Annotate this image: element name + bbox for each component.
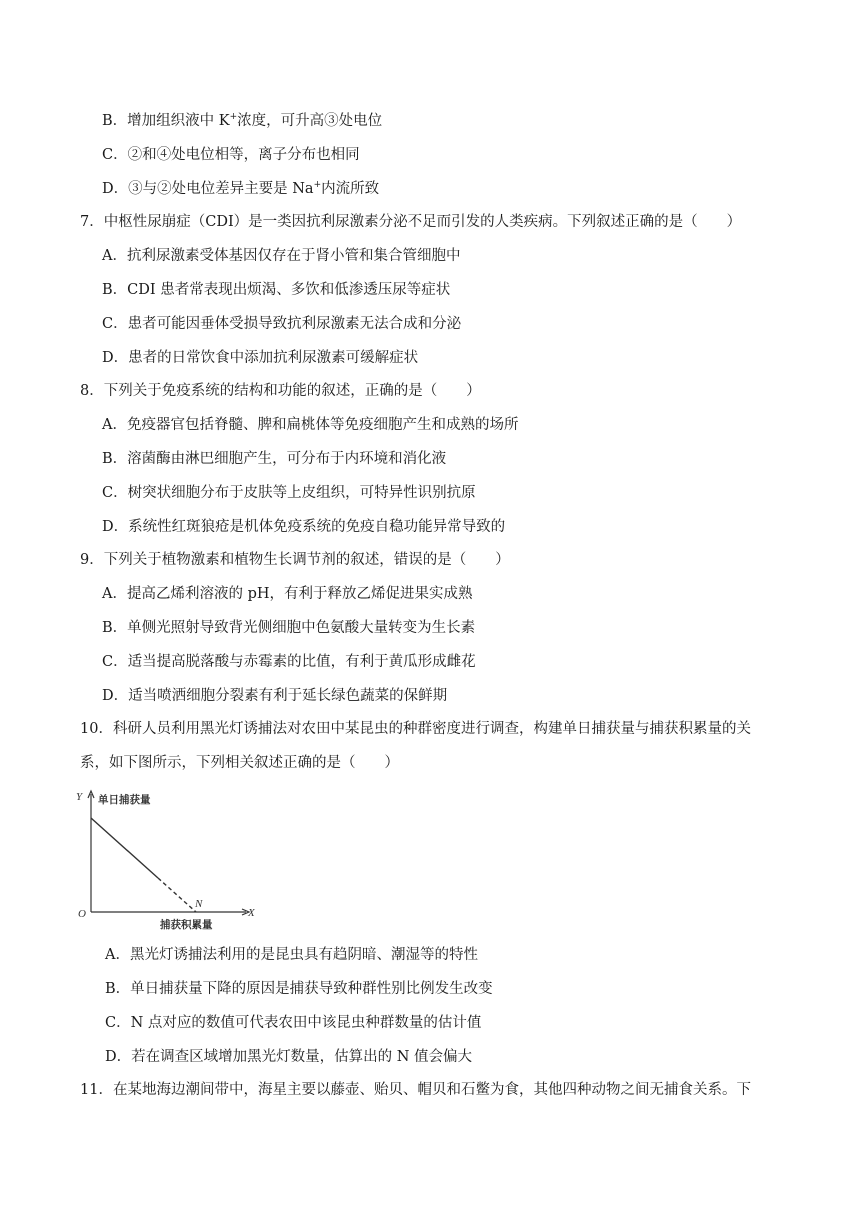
x-axis-letter: X	[248, 907, 255, 919]
q9-stem: 9．下列关于植物激素和植物生长调节剂的叙述，错误的是（ ）	[80, 552, 510, 568]
q9-option-c: C．适当提高脱落酸与赤霉素的比值，有利于黄瓜形成雌花	[102, 654, 476, 670]
q8-option-c: C．树突状细胞分布于皮肤等上皮组织，可特异性识别抗原	[102, 485, 476, 501]
q10-stem-line2: 系，如下图所示，下列相关叙述正确的是（ ）	[80, 755, 399, 771]
q9-option-d: D．适当喷洒细胞分裂素有利于延长绿色蔬菜的保鲜期	[102, 688, 448, 704]
capture-line-dashed	[158, 878, 196, 912]
q10-option-d: D．若在调查区域增加黑光灯数量，估算出的 N 值会偏大	[105, 1049, 473, 1065]
q7-option-a: A．抗利尿激素受体基因仅存在于肾小管和集合管细胞中	[102, 248, 461, 264]
q7-option-b: B．CDI 患者常表现出烦渴、多饮和低渗透压尿等症状	[102, 282, 451, 298]
origin-label: O	[78, 908, 86, 920]
q7-option-d: D．患者的日常饮食中添加抗利尿激素可缓解症状	[102, 350, 419, 366]
q11-stem: 11．在某地海边潮间带中，海星主要以藤壶、贻贝、帽贝和石鳖为食，其他四种动物之间无捕食关系。下	[80, 1082, 751, 1098]
q8-stem: 8．下列关于免疫系统的结构和功能的叙述，正确的是（ ）	[80, 383, 481, 399]
q9-option-b: B．单侧光照射导致背光侧细胞中色氨酸大量转变为生长素	[102, 620, 476, 636]
point-n-label: N	[195, 898, 203, 910]
q6-option-c: C．②和④处电位相等，离子分布也相同	[102, 147, 360, 163]
y-axis-label: 单日捕获量	[98, 794, 151, 806]
q6-option-b: B．增加组织液中 K+浓度，可升高③处电位	[102, 112, 383, 129]
q8-option-d: D．系统性红斑狼疮是机体免疫系统的免疫自稳功能异常导致的	[102, 519, 506, 535]
q10-stem-line1: 10．科研人员利用黑光灯诱捕法对农田中某昆虫的种群密度进行调查，构建单日捕获量与捕获积累量的关	[80, 721, 751, 737]
q7-stem: 7．中枢性尿崩症（CDI）是一类因抗利尿激素分泌不足而引发的人类疾病。下列叙述正确的是（ ）	[80, 214, 742, 230]
capture-line-solid	[91, 818, 158, 878]
y-axis-letter: Y	[76, 791, 83, 803]
q7-option-c: C．患者可能因垂体受损导致抗利尿激素无法合成和分泌	[102, 316, 462, 332]
q9-option-a: A．提高乙烯利溶液的 pH，有利于释放乙烯促进果实成熟	[102, 586, 473, 602]
x-axis-label: 捕获积累量	[160, 919, 213, 931]
q10-option-b: B．单日捕获量下降的原因是捕获导致种群性别比例发生改变	[105, 981, 493, 997]
q10-graph	[74, 786, 264, 932]
q10-option-a: A．黑光灯诱捕法利用的是昆虫具有趋阴暗、潮湿等的特性	[105, 947, 478, 963]
q6-option-d: D．③与②处电位差异主要是 Na+内流所致	[102, 180, 380, 197]
q8-option-a: A．免疫器官包括脊髓、脾和扁桃体等免疫细胞产生和成熟的场所	[102, 417, 519, 433]
q10-option-c: C．N 点对应的数值可代表农田中该昆虫种群数量的估计值	[105, 1015, 482, 1031]
q8-option-b: B．溶菌酶由淋巴细胞产生，可分布于内环境和消化液	[102, 451, 447, 467]
